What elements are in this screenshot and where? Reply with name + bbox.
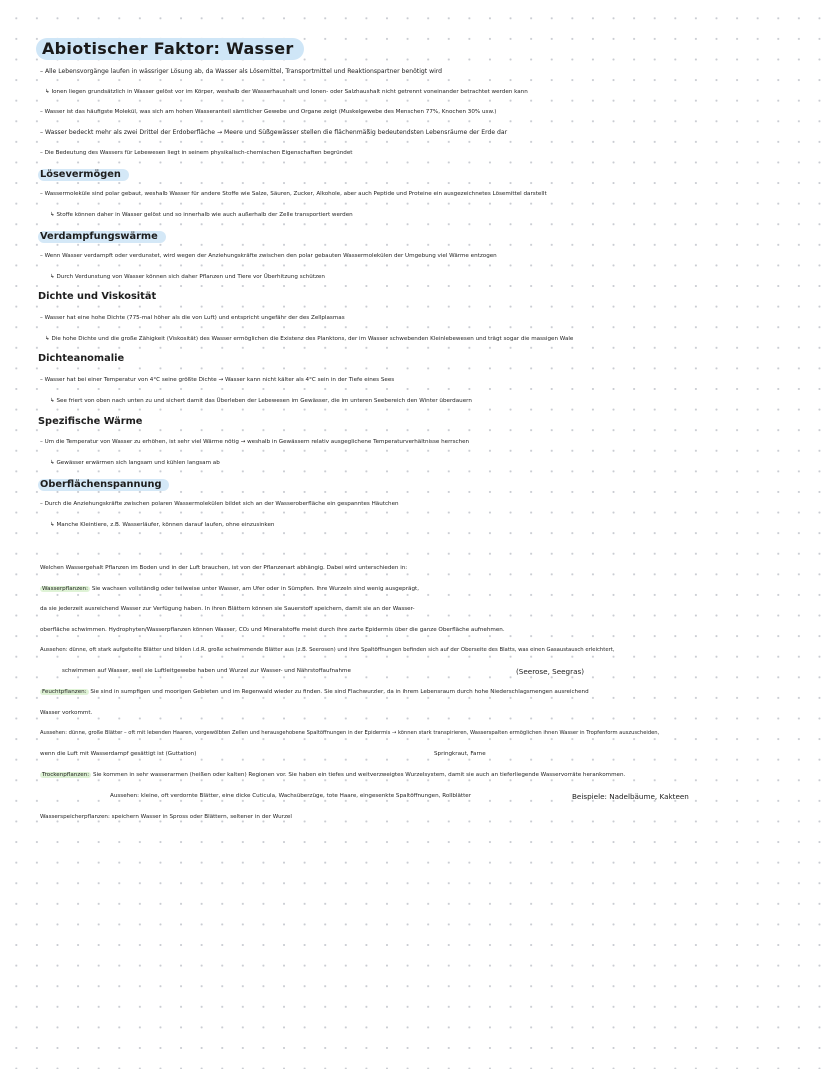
trockenpflanzen-line-1: Trockenpflanzen: Sie kommen in sehr wasserarmen (heißen oder kalten) Regionen vor. Sie haben ein tiefes und weitverzweigtes Wurzelsystem, damit sie auch an tieferliegende Wasservorräte herankommen. bbox=[42, 772, 626, 778]
loesevermoegen-line-1: – Wassermoleküle sind polar gebaut, weshalb Wasser für andere Stoffe wie Salze, Säuren, Zucker, Alkohole, aber auch Peptide und Proteine ein ausgezeichnetes Lösemittel darstellt bbox=[40, 191, 547, 197]
wasserpflanzen-term: Wasserpflanzen: bbox=[42, 586, 89, 592]
trockenpflanzen-examples: Beispiele: Nadelbäume, Kakteen bbox=[572, 792, 689, 801]
wasserspeicherpflanzen-line: Wasserspeicherpflanzen: speichern Wasser in Spross oder Blättern, seltener in der Wurzel bbox=[40, 814, 292, 820]
wasserpflanzen-line-1: Wasserpflanzen: Sie wachsen vollständig oder teilweise unter Wasser, am Ufer oder in Sümpfen. Ihre Wurzeln sind wenig ausgeprägt, bbox=[42, 586, 419, 592]
loesevermoegen-line-2: ↳ Stoffe können daher in Wasser gelöst und so innerhalb wie auch außerhalb der Zelle transportiert werden bbox=[50, 212, 353, 218]
feuchtpflanzen-aussehen: Aussehen: dünne, große Blätter – oft mit lebenden Haaren, vorgewölbten Zellen und herausgehobene Spaltöffnungen in der Epidermis → können stark transpirieren, Wasserspalten ermöglichen ihnen Wasser in Tropfenform auszuscheiden, bbox=[40, 730, 660, 736]
heading-oberflaeche: Oberflächenspannung bbox=[38, 479, 169, 491]
waerme-line-1: – Um die Temperatur von Wasser zu erhöhen, ist sehr viel Wärme nötig → weshalb in Gewässern relativ ausgeglichene Temperaturverhältnisse herrschen bbox=[40, 439, 470, 445]
page-title bbox=[36, 38, 304, 60]
dichteanomalie-line-1: – Wasser hat bei einer Temperatur von 4°C seine größte Dichte → Wasser kann nicht kälter als 4°C sein in der Tiefe eines Sees bbox=[40, 377, 395, 383]
dichte-line-1: – Wasser hat eine hohe Dichte (775-mal höher als die von Luft) und entspricht ungefähr der des Zellplasmas bbox=[40, 315, 345, 321]
heading-verdampfung: Verdampfungswärme bbox=[38, 231, 166, 243]
oberflaeche-line-1: – Durch die Anziehungskräfte zwischen polaren Wassermolekülen bildet sich an der Wasseroberfläche ein gespanntes Häutchen bbox=[40, 501, 399, 507]
dichte-line-2: ↳ Die hohe Dichte und die große Zähigkeit (Viskosität) des Wasser ermöglichen die Existenz des Planktons, der im Wasser schwebenden Kleinlebewesen und trägt sogar die massigen Wale bbox=[45, 336, 574, 342]
intro-line-4: – Wasser bedeckt mehr als zwei Drittel der Erdoberfläche → Meere und Süßgewässer stellen die flächenmäßig bedeutendsten Lebensräume der Erde dar bbox=[40, 129, 508, 136]
trockenpflanzen-term: Trockenpflanzen: bbox=[42, 772, 90, 778]
wasserpflanzen-aussehen-2: schwimmen auf Wasser, weil sie Luftleitgewebe haben und Wurzel zur Wasser- und Nährstoffaufnahme bbox=[62, 668, 351, 674]
plants-intro: Welchen Wassergehalt Pflanzen im Boden und in der Luft brauchen, ist von der Pflanzenart abhängig. Dabei wird unterschieden in: bbox=[40, 565, 408, 571]
feuchtpflanzen-term: Feuchtpflanzen: bbox=[42, 689, 87, 695]
intro-line-5: – Die Bedeutung des Wassers für Lebewesen liegt in seinem physikalisch-chemischen Eigenschaften begründet bbox=[40, 150, 353, 156]
heading-dichte: Dichte und Viskosität bbox=[38, 291, 157, 302]
intro-line-3: – Wasser ist das häufigste Molekül, was sich am hohen Wasseranteil sämtlicher Gewebe und Organe zeigt (Muskelgewebe des Menschen 77%, Knochen 30% usw.) bbox=[40, 109, 497, 115]
heading-loesevermoegen: Lösevermögen bbox=[38, 169, 129, 181]
dichteanomalie-line-2: ↳ See friert von oben nach unten zu und sichert damit das Überleben der Lebewesen im Gewässer, die im unteren Seebereich den Winter überdauern bbox=[50, 398, 472, 404]
feuchtpflanzen-line-2: Wasser vorkommt. bbox=[40, 710, 93, 716]
wasserpflanzen-examples: (Seerose, Seegras) bbox=[516, 667, 585, 676]
wasserpflanzen-line-3: oberfläche schwimmen. Hydrophyten/Wasserpflanzen können Wasser, CO₂ und Mineralstoffe meist durch ihre zarte Epidermis über die ganze Oberfläche aufnehmen. bbox=[40, 627, 505, 633]
waerme-line-2: ↳ Gewässer erwärmen sich langsam und kühlen langsam ab bbox=[50, 460, 220, 466]
title-highlight: Abiotischer Faktor: Wasser bbox=[36, 38, 304, 60]
wasserpflanzen-line-2: da sie jederzeit ausreichend Wasser zur Verfügung haben. In ihren Blättern können sie Sauerstoff speichern, damit sie an der Wasser- bbox=[40, 606, 415, 612]
verdampfung-line-2: ↳ Durch Verdunstung von Wasser können sich daher Pflanzen und Tiere vor Überhitzung schützen bbox=[50, 274, 325, 280]
heading-waerme: Spezifische Wärme bbox=[38, 416, 143, 427]
feuchtpflanzen-examples: Springkraut, Farne bbox=[434, 751, 486, 757]
verdampfung-line-1: – Wenn Wasser verdampft oder verdunstet, wird wegen der Anziehungskräfte zwischen den polar gebauten Wassermolekülen der Umgebung viel Wärme entzogen bbox=[40, 253, 497, 259]
intro-line-1: – Alle Lebensvorgänge laufen in wässriger Lösung ab, da Wasser als Lösemittel, Transportmittel und Reaktionspartner benötigt wird bbox=[40, 68, 443, 75]
oberflaeche-line-2: ↳ Manche Kleintiere, z.B. Wasserläufer, können darauf laufen, ohne einzusinken bbox=[50, 522, 275, 528]
wasserpflanzen-aussehen: Aussehen: dünne, oft stark aufgeteilte Blätter und bilden i.d.R. große schwimmende Blätter aus (z.B. Seerosen) und ihre Spaltöffnungen befinden sich auf der Oberseite des Blatts, was einen Gasaustausch erleichtert, bbox=[40, 647, 615, 653]
feuchtpflanzen-line-1: Feuchtpflanzen: Sie sind in sumpfigen und moorigen Gebieten und im Regenwald wieder zu finden. Sie sind Flachwurzler, da in ihrem Lebensraum durch hohe Niederschlagsmengen ausreichend bbox=[42, 689, 589, 695]
intro-line-2: ↳ Ionen liegen grundsätzlich in Wasser gelöst vor im Körper, weshalb der Wasserhaushalt und Ionen- oder Salzhaushalt nicht getrennt voneinander betrachtet werden kann bbox=[45, 89, 528, 95]
trockenpflanzen-aussehen: Aussehen: kleine, oft verdornte Blätter, eine dicke Cuticula, Wachsüberzüge, tote Haare, eingesenkte Spaltöffnungen, Rollblätter bbox=[110, 793, 472, 799]
feuchtpflanzen-aussehen-2: wenn die Luft mit Wasserdampf gesättigt ist (Guttation) bbox=[40, 751, 197, 757]
heading-dichteanomalie: Dichteanomalie bbox=[38, 353, 125, 364]
